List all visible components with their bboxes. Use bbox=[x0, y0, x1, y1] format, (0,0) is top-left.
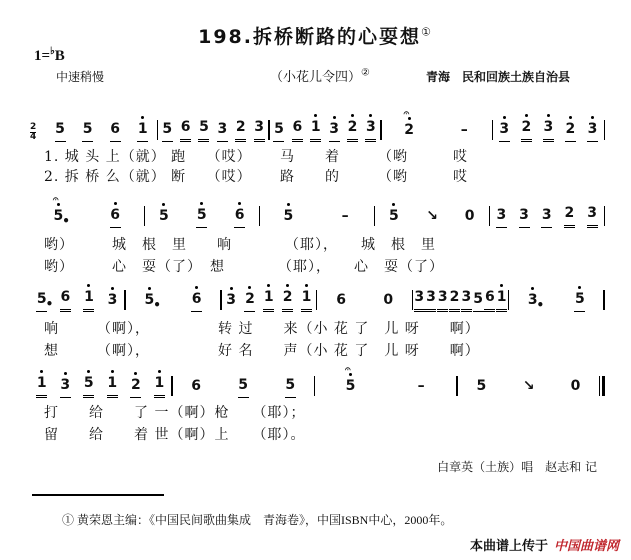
breath-glide-mark bbox=[426, 208, 437, 228]
note-digit: 3 bbox=[107, 292, 118, 308]
high-octave-dot bbox=[248, 286, 251, 289]
note bbox=[543, 119, 554, 142]
note-digit: 2 bbox=[404, 122, 414, 138]
site-logo[interactable]: 中国曲谱网 bbox=[553, 539, 619, 554]
high-octave-dot bbox=[114, 202, 117, 205]
measure bbox=[222, 282, 316, 312]
note bbox=[310, 119, 321, 142]
high-octave-dot bbox=[333, 116, 336, 119]
note-digit: 3 bbox=[329, 121, 339, 137]
note-digit: 6 bbox=[191, 291, 202, 307]
note bbox=[238, 377, 249, 398]
high-octave-dot bbox=[500, 284, 503, 287]
note-digit: 0 bbox=[570, 378, 581, 394]
note-digit: 5 bbox=[283, 208, 294, 224]
dash-extension bbox=[340, 208, 351, 228]
high-octave-dot bbox=[591, 116, 594, 119]
note-digit: 6 bbox=[234, 207, 245, 223]
note bbox=[570, 378, 581, 398]
note-digit: 6 bbox=[485, 289, 495, 305]
upload-notice[interactable] bbox=[470, 535, 619, 554]
note bbox=[82, 121, 93, 142]
note bbox=[154, 375, 165, 398]
high-octave-dot bbox=[287, 203, 290, 206]
note bbox=[162, 121, 173, 142]
measure bbox=[46, 112, 156, 142]
note bbox=[110, 207, 121, 228]
high-octave-dot bbox=[369, 114, 372, 117]
final-barline bbox=[599, 376, 605, 396]
note bbox=[587, 121, 598, 142]
note-digit: 1 bbox=[84, 289, 94, 305]
augmentation-dot: • bbox=[153, 298, 161, 312]
time-sig-top: 2 bbox=[30, 122, 37, 132]
note bbox=[496, 207, 507, 228]
note-digit: 2 bbox=[449, 289, 460, 305]
note bbox=[191, 378, 202, 398]
note bbox=[496, 289, 507, 312]
time-signature bbox=[30, 123, 36, 142]
measure bbox=[458, 368, 599, 398]
subtitle bbox=[270, 66, 370, 85]
score-row bbox=[30, 282, 605, 312]
note-digit: 5 bbox=[83, 375, 94, 391]
note-digit: 1 bbox=[36, 375, 47, 391]
note-digit: – bbox=[417, 378, 425, 394]
measure bbox=[490, 198, 604, 228]
note-digit: 3 bbox=[60, 377, 71, 393]
note-digit: 2 bbox=[565, 121, 576, 137]
high-octave-dot bbox=[525, 114, 528, 117]
high-octave-dot bbox=[578, 286, 581, 289]
note bbox=[60, 377, 71, 398]
high-octave-dot bbox=[158, 370, 161, 373]
high-octave-dot bbox=[111, 370, 114, 373]
note bbox=[36, 291, 54, 312]
note bbox=[244, 291, 255, 312]
note bbox=[107, 292, 118, 312]
note-digit: 3 bbox=[226, 292, 236, 308]
note bbox=[499, 121, 510, 142]
lyric-line: 留 给 着 世（啊）上 （耶）。 bbox=[44, 427, 306, 443]
lyric-line: 打 给 了 一（啊）枪 （耶）； bbox=[44, 405, 306, 421]
note bbox=[137, 121, 148, 142]
flat-symbol: ♭ bbox=[50, 46, 55, 57]
note bbox=[83, 375, 94, 398]
note-digit: 3 bbox=[217, 121, 228, 137]
note bbox=[519, 207, 530, 228]
note-digit: 6 bbox=[180, 119, 191, 135]
note bbox=[541, 207, 552, 228]
note bbox=[234, 207, 245, 228]
dash-extension bbox=[416, 378, 427, 398]
note-digit: 3 bbox=[527, 292, 538, 308]
measure bbox=[145, 198, 259, 228]
lyric-line: 想 （啊）， 好 名 声（小 花 了 儿 呀 啊） bbox=[44, 343, 480, 359]
note bbox=[329, 121, 340, 142]
high-octave-dot bbox=[87, 284, 90, 287]
note bbox=[347, 119, 358, 142]
high-octave-dot bbox=[141, 116, 144, 119]
high-octave-dot bbox=[305, 284, 308, 287]
high-octave-dot bbox=[531, 287, 534, 290]
note-digit: 5 bbox=[162, 121, 173, 137]
title-footnote-mark: ① bbox=[421, 25, 433, 39]
note-digit: 2 bbox=[282, 289, 293, 305]
note-digit: 5 bbox=[473, 291, 483, 307]
note bbox=[196, 207, 207, 228]
note-digit: 5 bbox=[345, 378, 356, 394]
note bbox=[527, 292, 545, 312]
note bbox=[60, 289, 71, 312]
note bbox=[83, 289, 94, 312]
note bbox=[110, 121, 121, 142]
note-digit: 1 bbox=[263, 289, 274, 305]
note-digit: ↘ bbox=[426, 208, 438, 224]
note-digit: 2 bbox=[130, 377, 141, 393]
note-digit: 3 bbox=[461, 289, 472, 305]
note-digit: 3 bbox=[541, 207, 552, 223]
lyric-line: 2. 拆 桥 么（就） 断 （哎） 路 的 （哟 哎 bbox=[44, 169, 469, 185]
song-title bbox=[0, 22, 631, 49]
high-octave-dot bbox=[40, 370, 43, 373]
high-octave-dot bbox=[87, 370, 90, 373]
note-digit: 2 bbox=[564, 205, 575, 221]
note-digit: 0 bbox=[464, 208, 475, 224]
note-digit: 5 bbox=[53, 208, 64, 224]
note-digit: 5 bbox=[196, 207, 207, 223]
note bbox=[226, 292, 237, 312]
measure bbox=[260, 198, 374, 228]
footnote: ① 黄荣恩主编：《中国民间歌曲集成 青海卷》，中国ISBN中心，2000年。 bbox=[62, 513, 453, 527]
augmentation-dot: • bbox=[62, 214, 70, 228]
dash-extension bbox=[459, 122, 470, 142]
note-digit: ↘ bbox=[522, 378, 535, 394]
note-digit: 3 bbox=[437, 289, 448, 305]
note-digit: 3 bbox=[519, 207, 529, 223]
measure bbox=[158, 112, 268, 142]
note bbox=[191, 291, 202, 312]
note bbox=[461, 289, 472, 312]
note-digit: 3 bbox=[254, 119, 264, 135]
note-digit: 1 bbox=[301, 289, 312, 305]
note-digit: 3 bbox=[365, 119, 376, 135]
augmentation-dot: • bbox=[45, 297, 54, 311]
lyric-line: 响 （啊）， 转 过 来（小 花 了 儿 呀 啊） bbox=[44, 321, 480, 337]
note bbox=[55, 121, 66, 142]
high-octave-dot bbox=[162, 203, 165, 206]
lyric-line: 1. 城 头 上（就） 跑 （哎） 马 着 （哟 哎 bbox=[44, 149, 469, 165]
note-digit: 5 bbox=[159, 208, 169, 224]
note bbox=[464, 208, 475, 228]
note bbox=[587, 205, 598, 228]
high-octave-dot bbox=[569, 116, 572, 119]
augmentation-dot: • bbox=[536, 298, 545, 312]
note bbox=[564, 205, 575, 228]
note-digit: 1 bbox=[154, 375, 165, 391]
note-digit: 6 bbox=[336, 292, 346, 308]
breath-glide-mark bbox=[523, 378, 534, 398]
high-octave-dot bbox=[230, 287, 233, 290]
high-octave-dot bbox=[148, 287, 151, 290]
note-digit: 5 bbox=[199, 119, 209, 135]
high-octave-dot bbox=[111, 287, 114, 290]
note bbox=[107, 375, 118, 398]
note bbox=[473, 291, 484, 312]
note-digit: 5 bbox=[55, 121, 65, 137]
measure bbox=[493, 112, 603, 142]
note-digit: 6 bbox=[292, 119, 303, 135]
note-digit: 3 bbox=[426, 289, 436, 305]
note-digit: 5 bbox=[238, 377, 249, 393]
measure bbox=[30, 368, 171, 398]
note bbox=[521, 119, 532, 142]
note bbox=[437, 289, 448, 312]
note-digit: 2 bbox=[235, 119, 246, 135]
credit-line: 白章英（土族）唱 赵志和 记 bbox=[437, 460, 597, 474]
note bbox=[301, 289, 312, 312]
tempo-marking: 中速稍慢 bbox=[56, 70, 105, 84]
note-digit: 6 bbox=[110, 121, 121, 137]
title-text: 198.拆桥断路的心耍想 bbox=[198, 26, 421, 48]
note-digit: 3 bbox=[587, 121, 598, 137]
lyric-line: 哟） 心 耍（了） 想 （耶）， 心 耍（了） bbox=[44, 259, 444, 275]
note bbox=[574, 291, 585, 312]
note bbox=[292, 119, 303, 142]
note bbox=[52, 194, 70, 228]
note-digit: 5 bbox=[575, 291, 585, 307]
measure bbox=[382, 108, 492, 142]
note bbox=[198, 119, 209, 142]
measure bbox=[317, 282, 411, 312]
time-sig-bottom: 4 bbox=[30, 132, 37, 142]
measure bbox=[375, 198, 489, 228]
upload-text: 本曲谱上传于 bbox=[469, 539, 548, 554]
note bbox=[484, 289, 495, 312]
measure bbox=[509, 282, 603, 312]
footnote-divider bbox=[32, 494, 164, 496]
high-octave-dot bbox=[238, 202, 241, 205]
note-digit: 5 bbox=[389, 208, 399, 224]
key-signature bbox=[34, 46, 65, 65]
high-octave-dot bbox=[200, 202, 203, 205]
note-digit: 3 bbox=[414, 289, 425, 305]
note bbox=[254, 119, 265, 142]
fermata-icon: 𝄐 bbox=[52, 194, 59, 205]
note bbox=[414, 289, 425, 312]
high-octave-dot bbox=[134, 372, 137, 375]
high-octave-dot bbox=[267, 284, 270, 287]
note bbox=[282, 289, 293, 312]
note bbox=[283, 208, 294, 228]
note-digit: 5 bbox=[476, 378, 487, 394]
note-digit: 5 bbox=[36, 291, 47, 307]
score-row bbox=[30, 194, 605, 228]
note bbox=[425, 289, 436, 312]
note-digit: 3 bbox=[496, 207, 507, 223]
note-digit: 0 bbox=[383, 292, 394, 308]
note-digit: 6 bbox=[60, 289, 71, 305]
note-digit: 5 bbox=[144, 292, 155, 308]
note bbox=[403, 108, 415, 142]
note bbox=[345, 364, 356, 398]
note bbox=[235, 119, 246, 142]
key-label: 1= bbox=[34, 48, 51, 64]
note-digit: 3 bbox=[543, 119, 554, 135]
fermata-icon: 𝄐 bbox=[345, 364, 351, 375]
note-digit: 5 bbox=[274, 121, 284, 137]
note-digit: 5 bbox=[285, 377, 296, 393]
note-digit: 2 bbox=[347, 119, 358, 135]
high-octave-dot bbox=[314, 114, 317, 117]
subtitle-text: （小花儿令四） bbox=[270, 70, 362, 85]
note bbox=[285, 377, 296, 398]
note bbox=[273, 121, 284, 142]
note-digit: 1 bbox=[310, 119, 321, 135]
note-digit: 6 bbox=[191, 378, 202, 394]
note-digit: – bbox=[341, 208, 349, 224]
measure bbox=[30, 282, 124, 312]
lyric-line: 哟） 城 根 里 响 （耶）， 城 根 里 bbox=[44, 237, 436, 253]
measure bbox=[413, 282, 507, 312]
note bbox=[476, 378, 487, 398]
region-label: 青海 民和回族土族自治县 bbox=[426, 70, 571, 84]
note-digit: 6 bbox=[110, 207, 120, 223]
note bbox=[217, 121, 228, 142]
note bbox=[130, 377, 141, 398]
note bbox=[158, 208, 169, 228]
subtitle-footnote-mark: ② bbox=[361, 67, 370, 79]
note bbox=[565, 121, 576, 142]
measure bbox=[173, 368, 314, 398]
barline bbox=[604, 206, 606, 226]
note bbox=[449, 289, 460, 312]
high-octave-dot bbox=[64, 372, 67, 375]
note bbox=[388, 208, 399, 228]
note bbox=[365, 119, 376, 142]
fermata-icon: 𝄐 bbox=[403, 108, 410, 119]
note bbox=[36, 375, 47, 398]
high-octave-dot bbox=[195, 286, 198, 289]
high-octave-dot bbox=[286, 284, 289, 287]
note-digit: 1 bbox=[107, 375, 118, 391]
note bbox=[383, 292, 394, 312]
measure bbox=[270, 112, 380, 142]
note-digit: 1 bbox=[496, 289, 507, 305]
score-row bbox=[30, 108, 605, 142]
high-octave-dot bbox=[392, 203, 395, 206]
high-octave-dot bbox=[503, 116, 506, 119]
note bbox=[180, 119, 191, 142]
note-digit: 3 bbox=[587, 205, 597, 221]
measure bbox=[30, 194, 144, 228]
note bbox=[144, 292, 161, 312]
high-octave-dot bbox=[547, 114, 550, 117]
note-digit: 1 bbox=[137, 121, 148, 137]
barline bbox=[604, 120, 606, 140]
measure bbox=[315, 364, 456, 398]
note bbox=[263, 289, 274, 312]
note-digit: 5 bbox=[82, 121, 93, 137]
score-row bbox=[30, 364, 605, 398]
note-digit: 2 bbox=[245, 291, 255, 307]
note bbox=[336, 292, 347, 312]
note-digit: 3 bbox=[499, 121, 510, 137]
measure bbox=[126, 282, 220, 312]
note-digit: – bbox=[460, 122, 468, 138]
high-octave-dot bbox=[351, 114, 354, 117]
note-digit: 2 bbox=[521, 119, 532, 135]
key-letter: B bbox=[54, 48, 65, 64]
barline bbox=[603, 290, 605, 310]
